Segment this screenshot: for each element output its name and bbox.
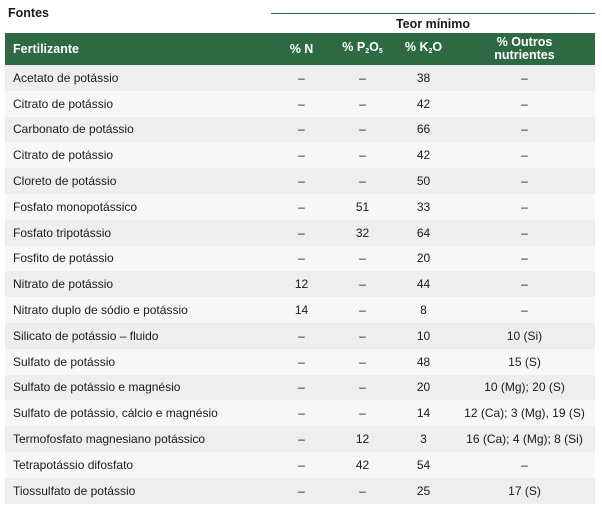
cell-n: –: [271, 168, 332, 194]
k-prefix: % K: [404, 39, 429, 54]
cell-outros: –: [454, 220, 595, 246]
cell-k2o: 54: [393, 452, 454, 478]
cell-p2o5: 32: [332, 220, 393, 246]
cell-outros: –: [454, 194, 595, 220]
col-header-p2o5: [332, 33, 393, 65]
cell-p2o5: –: [332, 168, 393, 194]
p-sub1: 2: [365, 47, 370, 55]
cell-n: –: [271, 246, 332, 272]
table-row: [5, 91, 595, 117]
cell-p2o5: 42: [332, 452, 393, 478]
cell-outros: –: [454, 91, 595, 117]
cell-fertilizante: Cloreto de potássio: [5, 168, 271, 194]
p-prefix: % P: [342, 39, 366, 54]
table-body: [5, 65, 595, 504]
table-row: [5, 117, 595, 143]
cell-outros: 16 (Ca); 4 (Mg); 8 (Si): [454, 426, 595, 452]
cell-fertilizante: Nitrato de potássio: [5, 271, 271, 297]
cell-p2o5: –: [332, 117, 393, 143]
header-row: [5, 33, 595, 65]
cell-fertilizante: Tetrapotássio difosfato: [5, 452, 271, 478]
cell-p2o5: –: [332, 349, 393, 375]
cell-n: –: [271, 220, 332, 246]
cell-outros: –: [454, 246, 595, 272]
cell-outros: –: [454, 297, 595, 323]
cell-fertilizante: Fosfato tripotássio: [5, 220, 271, 246]
col-header-k2o: [393, 33, 454, 65]
cell-n: –: [271, 142, 332, 168]
cell-n: –: [271, 194, 332, 220]
cell-fertilizante: Fosfito de potássio: [5, 246, 271, 272]
cell-k2o: 14: [393, 400, 454, 426]
cell-fertilizante: Silicato de potássio – fluido: [5, 323, 271, 349]
cell-p2o5: 12: [332, 426, 393, 452]
cell-k2o: 20: [393, 246, 454, 272]
cell-n: –: [271, 323, 332, 349]
cell-n: –: [271, 65, 332, 91]
cell-p2o5: –: [332, 246, 393, 272]
col-header-n: % N: [271, 33, 332, 65]
cell-k2o: 42: [393, 142, 454, 168]
cell-p2o5: –: [332, 142, 393, 168]
cell-outros: 15 (S): [454, 349, 595, 375]
table-row: [5, 400, 595, 426]
cell-k2o: 44: [393, 271, 454, 297]
cell-outros: 12 (Ca); 3 (Mg), 19 (S): [454, 400, 595, 426]
cell-outros: 10 (Si): [454, 323, 595, 349]
cell-outros: 17 (S): [454, 478, 595, 504]
cell-p2o5: 51: [332, 194, 393, 220]
cell-n: 12: [271, 271, 332, 297]
cell-k2o: 48: [393, 349, 454, 375]
cell-outros: –: [454, 271, 595, 297]
cell-p2o5: –: [332, 478, 393, 504]
cell-k2o: 8: [393, 297, 454, 323]
cell-k2o: 3: [393, 426, 454, 452]
teor-minimo-heading: Teor mínimo: [395, 17, 471, 31]
cell-outros: –: [454, 168, 595, 194]
cell-fertilizante: Citrato de potássio: [5, 91, 271, 117]
cell-n: –: [271, 426, 332, 452]
cell-k2o: 25: [393, 478, 454, 504]
table-row: [5, 452, 595, 478]
table-row: [5, 168, 595, 194]
col-header-fertilizante: Fertilizante: [5, 33, 271, 65]
table-row: [5, 297, 595, 323]
table-row: [5, 220, 595, 246]
table-row: [5, 375, 595, 401]
table-row: [5, 478, 595, 504]
cell-n: –: [271, 478, 332, 504]
cell-k2o: 33: [393, 194, 454, 220]
k-sub: 2: [428, 47, 433, 55]
table-row: [5, 246, 595, 272]
table-row: [5, 194, 595, 220]
cell-k2o: 38: [393, 65, 454, 91]
table-row: [5, 271, 595, 297]
cell-fertilizante: Nitrato duplo de sódio e potássio: [5, 297, 271, 323]
cell-k2o: 10: [393, 323, 454, 349]
cell-fertilizante: Citrato de potássio: [5, 142, 271, 168]
k-suffix: O: [432, 39, 443, 54]
cell-n: –: [271, 117, 332, 143]
cell-outros: –: [454, 142, 595, 168]
cell-k2o: 50: [393, 168, 454, 194]
cell-n: –: [271, 452, 332, 478]
cell-n: –: [271, 91, 332, 117]
outros-line2: nutrientes: [494, 48, 555, 62]
teor-minimo-rule: [271, 13, 595, 14]
table-header: [5, 33, 595, 65]
table-top-header: [0, 0, 602, 32]
cell-fertilizante: Acetato de potássio: [5, 65, 271, 91]
cell-p2o5: –: [332, 271, 393, 297]
cell-fertilizante: Termofosfato magnesiano potássico: [5, 426, 271, 452]
cell-p2o5: –: [332, 375, 393, 401]
p-sub2: 5: [378, 47, 383, 55]
fertilizer-table: [5, 33, 595, 504]
cell-k2o: 20: [393, 375, 454, 401]
cell-k2o: 42: [393, 91, 454, 117]
cell-fertilizante: Sulfato de potássio, cálcio e magnésio: [5, 400, 271, 426]
table-row: [5, 65, 595, 91]
cell-p2o5: –: [332, 65, 393, 91]
cell-outros: –: [454, 65, 595, 91]
cell-n: –: [271, 349, 332, 375]
table-row: [5, 349, 595, 375]
cell-n: 14: [271, 297, 332, 323]
cell-fertilizante: Sulfato de potássio e magnésio: [5, 375, 271, 401]
cell-outros: –: [454, 117, 595, 143]
cell-p2o5: –: [332, 323, 393, 349]
outros-line1: % Outros: [496, 35, 553, 49]
table-row: [5, 323, 595, 349]
col-header-outros: [454, 33, 595, 65]
cell-n: –: [271, 375, 332, 401]
cell-fertilizante: Fosfato monopotássico: [5, 194, 271, 220]
cell-p2o5: –: [332, 91, 393, 117]
p-mid: O: [369, 39, 379, 54]
fontes-heading: Fontes: [8, 6, 49, 20]
cell-outros: 10 (Mg); 20 (S): [454, 375, 595, 401]
cell-p2o5: –: [332, 297, 393, 323]
cell-k2o: 66: [393, 117, 454, 143]
table-row: [5, 142, 595, 168]
cell-outros: –: [454, 452, 595, 478]
table-row: [5, 426, 595, 452]
cell-fertilizante: Sulfato de potássio: [5, 349, 271, 375]
cell-k2o: 64: [393, 220, 454, 246]
cell-p2o5: –: [332, 400, 393, 426]
cell-n: –: [271, 400, 332, 426]
cell-fertilizante: Carbonato de potássio: [5, 117, 271, 143]
cell-fertilizante: Tiossulfato de potássio: [5, 478, 271, 504]
